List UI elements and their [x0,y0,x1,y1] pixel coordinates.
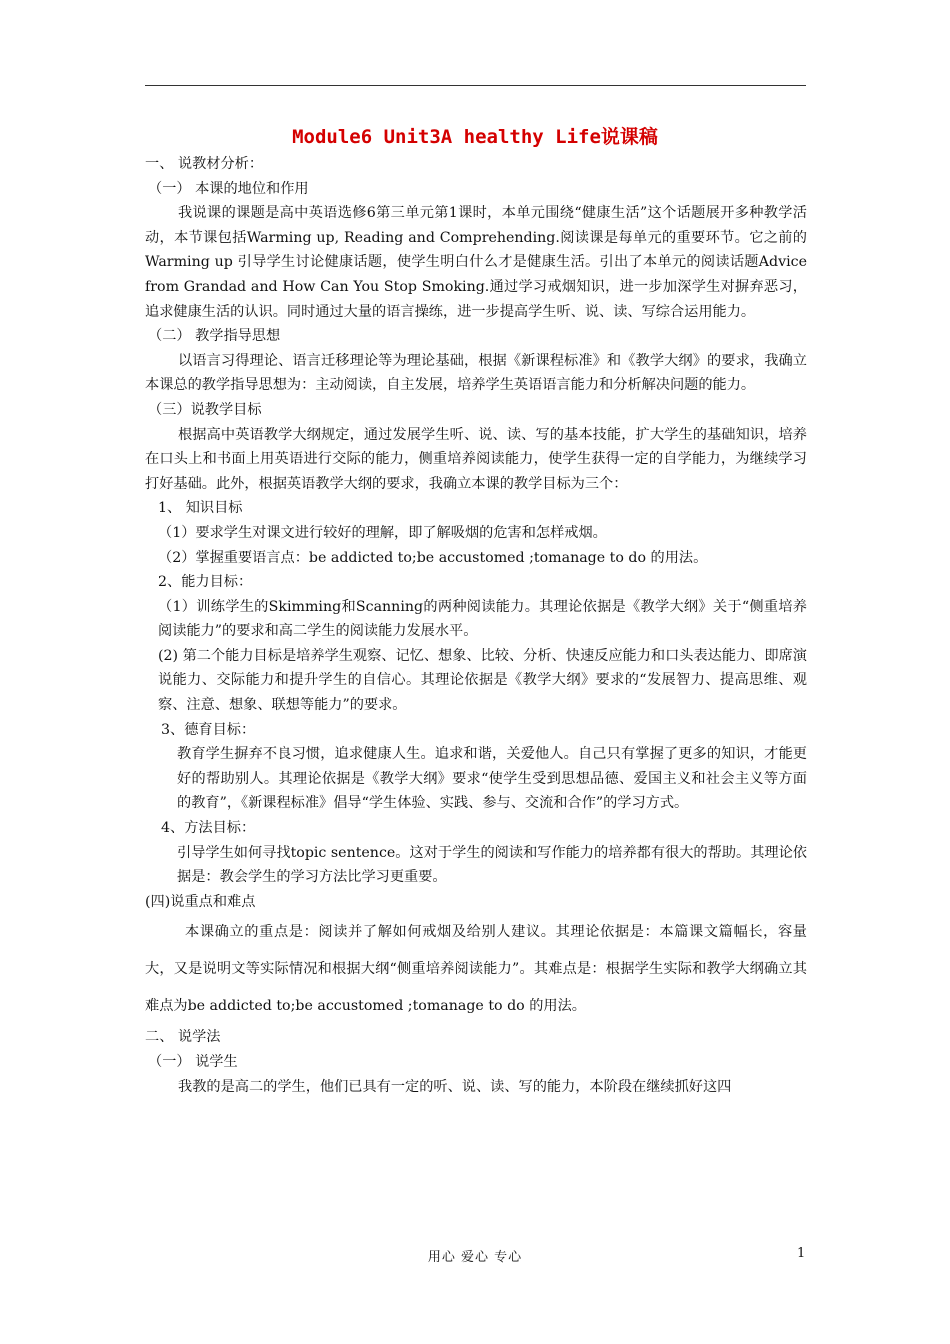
list-item: （1）训练学生的Skimming和Scanning的两种阅读能力。其理论依据是《教学大纲》关于“侧重培养阅读能力”的要求和高二学生的阅读能力发展水平。 [158,598,807,640]
subsection-heading: （二） 教学指导思想 [148,328,281,345]
list-item: （1）要求学生对课文进行较好的理解，即了解吸烟的危害和怎样戒烟。 [158,524,607,541]
section-heading: 二、 说学法 [145,1029,221,1046]
list-item: (2) 第二个能力目标是培养学生观察、记忆、想象、比较、分析、快速反应能力和口头表达能力、即席演说能力、交际能力和提升学生的自信心。其理论依据是《教学大纲》要求的“发展智力、提高思维、观察、注意、想象、联想等能力”的要求。 [158,647,807,714]
document-title: Module6 Unit3A healthy Life说课稿 [292,126,658,148]
subsection-heading: （三）说教学目标 [148,401,262,418]
subsection-heading: （一） 本课的地位和作用 [148,180,309,197]
document-body [145,152,807,1099]
footer-motto: 用心 爱心 专心 [427,1250,523,1265]
objective-heading: 2、能力目标： [158,574,253,591]
page-footer [0,1246,950,1266]
section-heading: 一、 说教材分析： [145,156,264,172]
objective-heading: 1、 知识目标 [158,500,243,517]
objective-heading: 3、德育目标： [161,721,256,738]
objective-heading: 4、方法目标： [161,820,256,837]
body-paragraph: 我教的是高二的学生，他们已具有一定的听、说、读、写的能力，本阶段在继续抓好这四 [178,1078,732,1095]
subsection-heading: (四)说重点和难点 [145,893,256,910]
header-rule [145,85,806,86]
body-paragraph: 本课确立的重点是：阅读并了解如何戒烟及给别人建议。其理论依据是：本篇课文篇幅长，容量大，又是说明文等实际情况和根据大纲“侧重培养阅读能力”。其难点是：根据学生实际和教学大纲确立其难点为be addicted to;be accustomed ;tomanage to do 的用法。 [145,924,807,1015]
body-paragraph: 我说课的课题是高中英语选修6第三单元第1课时，本单元围绕“健康生活”这个话题展开多种教学活动，本节课包括Warming up, Reading and Comprehending.阅读课是每单元的重要环节。它之前的Warming up 引导学生讨论健康话题，使学生明白什么才是健康生活。引出了本单元的阅读话题Advice from Grandad and How Can You Stop Smoking.通过学习戒烟知识，进一步加深学生对摒弃恶习，追求健康生活的认识。同时通过大量的语言操练，进一步提高学生听、说、读、写综合运用能力。 [145,205,807,320]
list-item: （2）掌握重要语言点：be addicted to;be accustomed ;tomanage to do 的用法。 [158,549,708,566]
body-paragraph: 以语言习得理论、语言迁移理论等为理论基础，根据《新课程标准》和《教学大纲》的要求，我确立本课总的教学指导思想为：主动阅读，自主发展，培养学生英语语言能力和分析解决问题的能力。 [145,352,807,394]
body-paragraph: 教育学生摒弃不良习惯，追求健康人生。追求和谐，关爱他人。自己只有掌握了更多的知识，才能更好的帮助别人。其理论依据是《教学大纲》要求“使学生受到思想品德、爱国主义和社会主义等方面的教育”，《新课程标准》倡导“学生体验、实践、参与、交流和合作”的学习方式。 [177,746,807,812]
key-points-block [145,914,807,1025]
subsection-heading: （一） 说学生 [148,1054,238,1070]
page-number: 1 [797,1246,806,1261]
body-paragraph: 引导学生如何寻找topic sentence。这对于学生的阅读和写作能力的培养都有很大的帮助。其理论依据是：教会学生的学习方法比学习更重要。 [177,844,807,886]
body-paragraph: 根据高中英语教学大纲规定，通过发展学生听、说、读、写的基本技能，扩大学生的基础知识，培养在口头上和书面上用英语进行交际的能力，侧重培养阅读能力，使学生获得一定的自学能力，为继续学习打好基础。此外，根据英语教学大纲的要求，我确立本课的教学目标为三个： [145,426,807,492]
